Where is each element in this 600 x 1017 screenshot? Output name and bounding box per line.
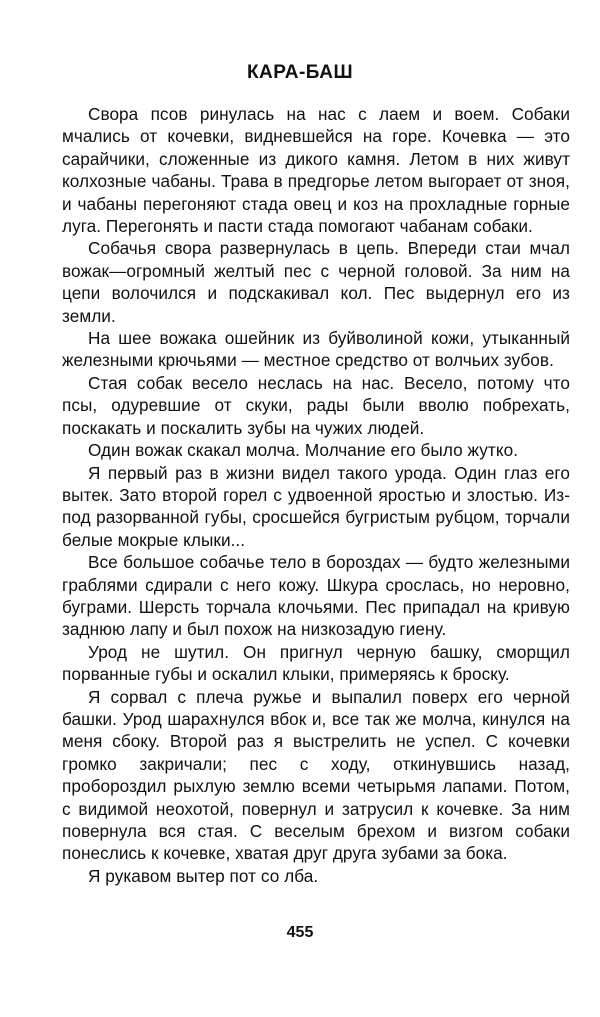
paragraph: Один вожак скакал молча. Молчание его было жутко. (88, 440, 519, 461)
paragraph: Стая собак весело неслась на нас. Весело, потому что псы, одуревшие от скуки, рады были вволю побрехать, поскакать и поскалить зубы на чужих людей. (62, 372, 570, 438)
paragraph: На шее вожака ошейник из буйволиной кожи, утыканный железными крючьями — местное средство от волчьих зубов. (62, 328, 570, 371)
paragraph: Собачья свора развернулась в цепь. Впереди стаи мчал вожак—огромный желтый пес с черной головой. За ним на цепи волочился и подскакивал кол. Пес выдернул его из земли. (62, 238, 570, 326)
paragraph: Я рукавом вытер пот со лба. (88, 865, 319, 886)
paragraph: Я сорвал с плеча ружье и выпалил поверх его черной башки. Урод шарахнулся вбок и, все так же молча, кинулся на меня сбоку. Второй раз я выстрелить не успел. С кочевки громко закричали; пес с ходу, откинувшись назад, пробороздил рыхлую землю всеми четырьмя лапами. Потом, с видимой неохотой, повернул и затрусил к кочевке. За ним повернула вся стая. С веселым брехом и визгом собаки понеслись к кочевке, хватая друг друга зубами за бока. (62, 686, 570, 864)
paragraph: Свора псов ринулась на нас с лаем и воем. Собаки мчались от кочевки, видневшейся на горе. Кочевка — это сарайчики, сложенные из дикого камня. Летом в них живут колхозные чабаны. Трава в предгорье летом выгорает от зноя, и чабаны перегоняют стада овец и коз на прохладные горные луга. Перегонять и пасти стада помогают чабанам собаки. (62, 104, 570, 237)
chapter-body (62, 103, 570, 887)
page-number: 455 (286, 924, 314, 941)
paragraph: Все большое собачье тело в бороздах — будто железными граблями сдирали с него кожу. Шкура срослась, но неровно, буграми. Шерсть торчала клочьями. Пес припадал на кривую заднюю лапу и был похож на низкозадую гиену. (62, 552, 570, 640)
chapter-title: КАРА-БАШ (246, 62, 354, 83)
paragraph: Я первый раз в жизни видел такого урода. Один глаз его вытек. Зато второй горел с удвоенной яростью и злостью. Из-под разорванной губы, сросшейся бугристым рубцом, торчали белые мокрые клыки... (62, 462, 570, 550)
paragraph: Урод не шутил. Он пригнул черную башку, сморщил порванные губы и оскалил клыки, примеряясь к броску. (62, 641, 570, 685)
